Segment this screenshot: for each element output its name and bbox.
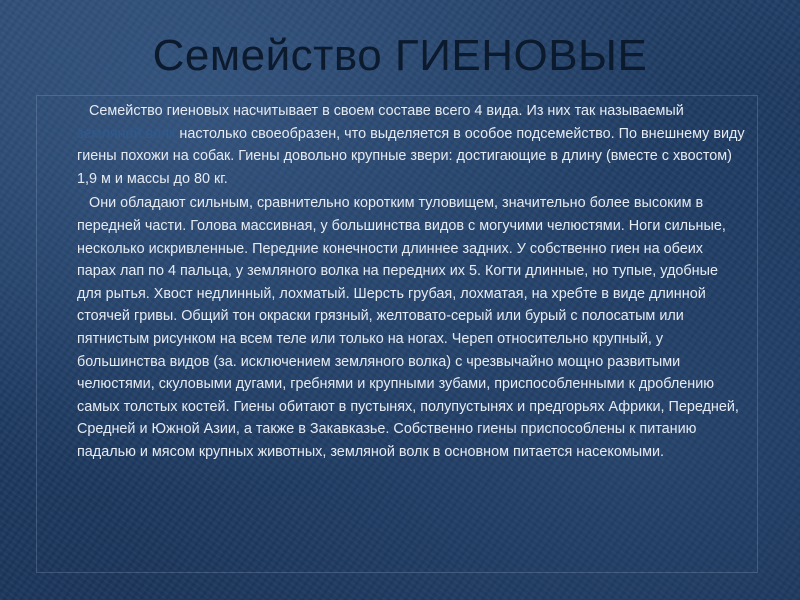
paragraph-2: Они обладают сильным, сравнительно коротким туловищем, значительно более высоким в передней части. Голова массивная, у большинства видов с могучими челюстями. Ноги сильные, несколько искривленные. Передние конечности длиннее задних. У собственно гиен на обеих парах лап по 4 пальца, у земляного волка на передних их 5. Когти длинные, но тупые, удобные для рытья. Хвост недлинный, лохматый. Шерсть грубая, лохматая, на хребте в виде длинной стоячей гривы. Общий тон окраски грязный, желтовато-серый или бурый с полосатым или пятнистым рисунком на всем теле или только на ногах. Череп относительно крупный, у большинства видов (за. исключением земляного волка) с чрезвычайно мощно развитыми челюстями, скуловыми дугами, гребнями и крупными зубами, приспособленными к дроблению самых толстых костей. Гиены обитают в пустынях, полупустынях и предгорьях Африки, Передней, Средней и Южной Азии, а также в Закавказье. Собственно гиены приспособлены к питанию падалью и мясом крупных животных, земляной волк в основном питается насекомыми. (77, 195, 739, 460)
paragraph-1 (77, 100, 745, 190)
content-box (36, 95, 758, 573)
paragraph-1-text-end: настолько своеобразен, что выделяется в особое подсемейство. По внешнему виду гиены похожи на собак. Гиены довольно крупные звери: достигающие в длину (вместе с хвостом) 1,9 м и массы до 80 кг. (77, 125, 745, 187)
slide-title: Семейство ГИЕНОВЫЕ (152, 31, 648, 80)
highlighted-term: земляной волк (77, 125, 176, 142)
paragraph-1-text-start: Семейство гиеновых насчитывает в своем составе всего 4 вида. Из них так называемый (89, 103, 684, 119)
